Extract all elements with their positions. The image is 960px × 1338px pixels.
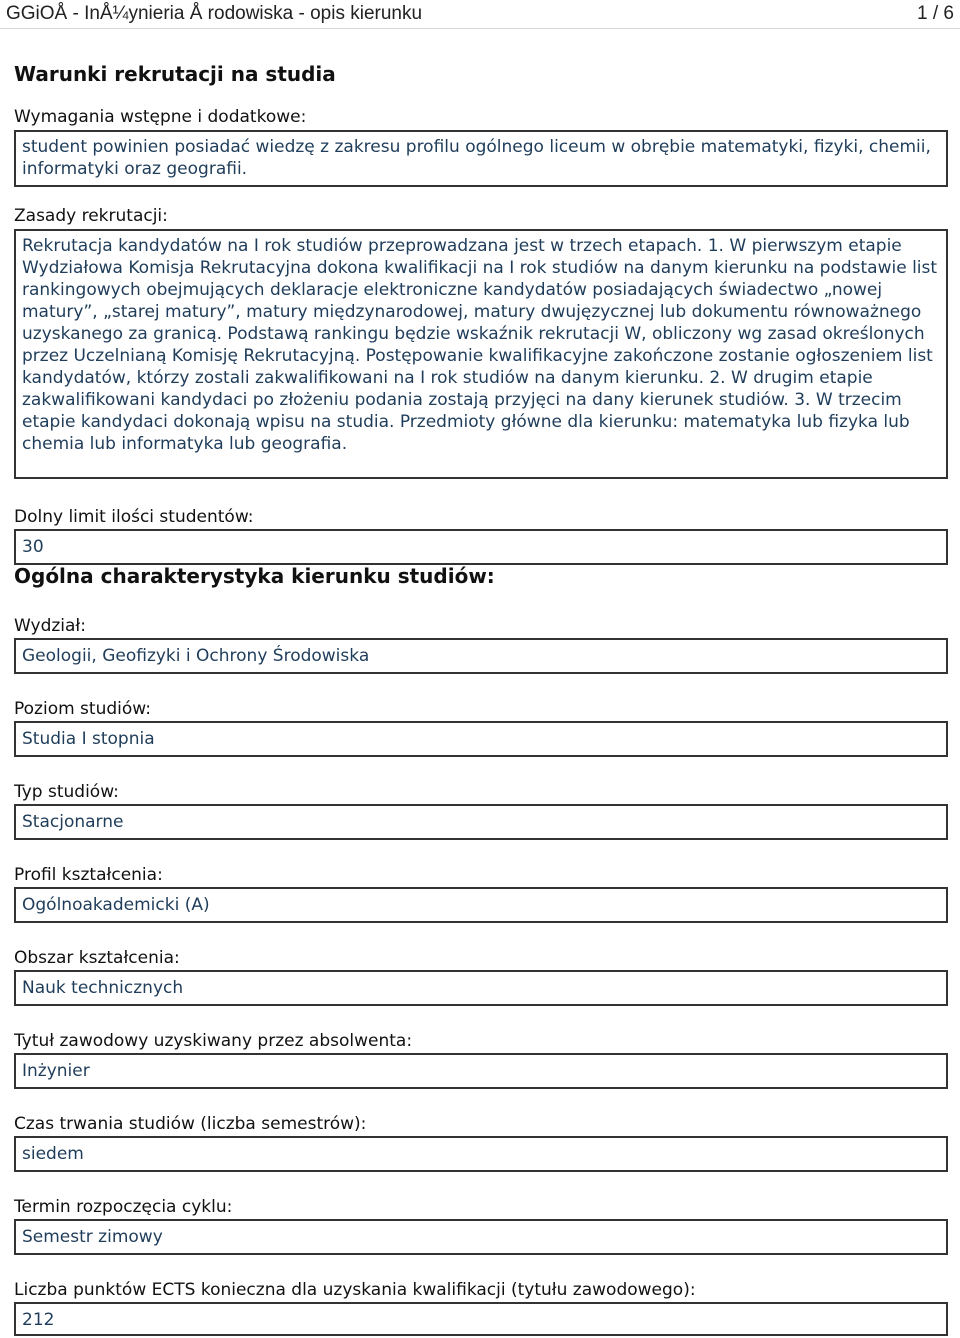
faculty-label: Wydział: [14,616,86,636]
ects-label: Liczba punktów ECTS konieczna dla uzyskania kwalifikacji (tytułu zawodowego): [14,1280,696,1300]
study-type-field: Stacjonarne [14,804,948,840]
ects-field: 212 [14,1302,948,1336]
characteristics-heading: Ogólna charakterystyka kierunku studiów: [14,564,495,588]
rules-field: Rekrutacja kandydatów na I rok studiów przeprowadzana jest w trzech etapach. 1. W pierwszym etapie Wydziałowa Komisja Rekrutacyjna dokona kwalifikacji na I rok studiów na danym kierunku na podstawie list rankingowych obejmujących deklaracje elektroniczne kandydatów posiadających świadectwo „nowej matury”, „starej matury”, matury międzynarodowej, matury dwujęzycznej lub dokumentu równoważnego uzyskanego za granicą. Podstawą rankingu będzie wskaźnik rekrutacji W, obliczony wg zasad określonych przez Uczelnianą Komisję Rekrutacyjną. Postępowanie kwalifikacyjne zakończone zostanie ogłoszeniem list kandydatów, którzy zostali zakwalifikowani na I rok studiów na danym kierunku. 2. W drugim etapie zakwalifikowani kandydaci po złożeniu podania zostają przyjęci na dany kierunek studiów. 3. W trzecim etapie kandydaci dokonają wpisu na studia. Przedmioty główne dla kierunku: matematyka lub fizyka lub chemia lub informatyka lub geografia. [14,229,948,479]
duration-label: Czas trwania studiów (liczba semestrów): [14,1114,367,1134]
study-type-label: Typ studiów: [14,782,119,802]
study-level-field: Studia I stopnia [14,721,948,757]
education-area-label: Obszar kształcenia: [14,948,180,968]
page-header [0,0,960,29]
min-students-field: 30 [14,529,948,565]
professional-title-label: Tytuł zawodowy uzyskiwany przez absolwenta: [14,1031,413,1051]
rules-label: Zasady rekrutacji: [14,206,168,226]
duration-field: siedem [14,1136,948,1172]
faculty-field: Geologii, Geofizyki i Ochrony Środowiska [14,638,948,674]
cycle-start-field: Semestr zimowy [14,1219,948,1255]
cycle-start-label: Termin rozpoczęcia cyklu: [14,1197,233,1217]
min-students-label: Dolny limit ilości studentów: [14,507,254,527]
professional-title-field: Inżynier [14,1053,948,1089]
education-area-field: Nauk technicznych [14,970,948,1006]
study-level-label: Poziom studiów: [14,699,151,719]
requirements-label: Wymagania wstępne i dodatkowe: [14,107,307,127]
education-profile-label: Profil kształcenia: [14,865,163,885]
document-title: GGiOÅ - InÅ¼ynieria Å rodowiska - opis kierunku [6,3,423,24]
education-profile-field: Ogólnoakademicki (A) [14,887,948,923]
page-number: 1 / 6 [917,3,954,24]
requirements-field: student powinien posiadać wiedzę z zakresu profilu ogólnego liceum w obrębie matematyki, fizyki, chemii, informatyki oraz geografii. [14,130,948,187]
recruitment-heading: Warunki rekrutacji na studia [14,62,336,86]
